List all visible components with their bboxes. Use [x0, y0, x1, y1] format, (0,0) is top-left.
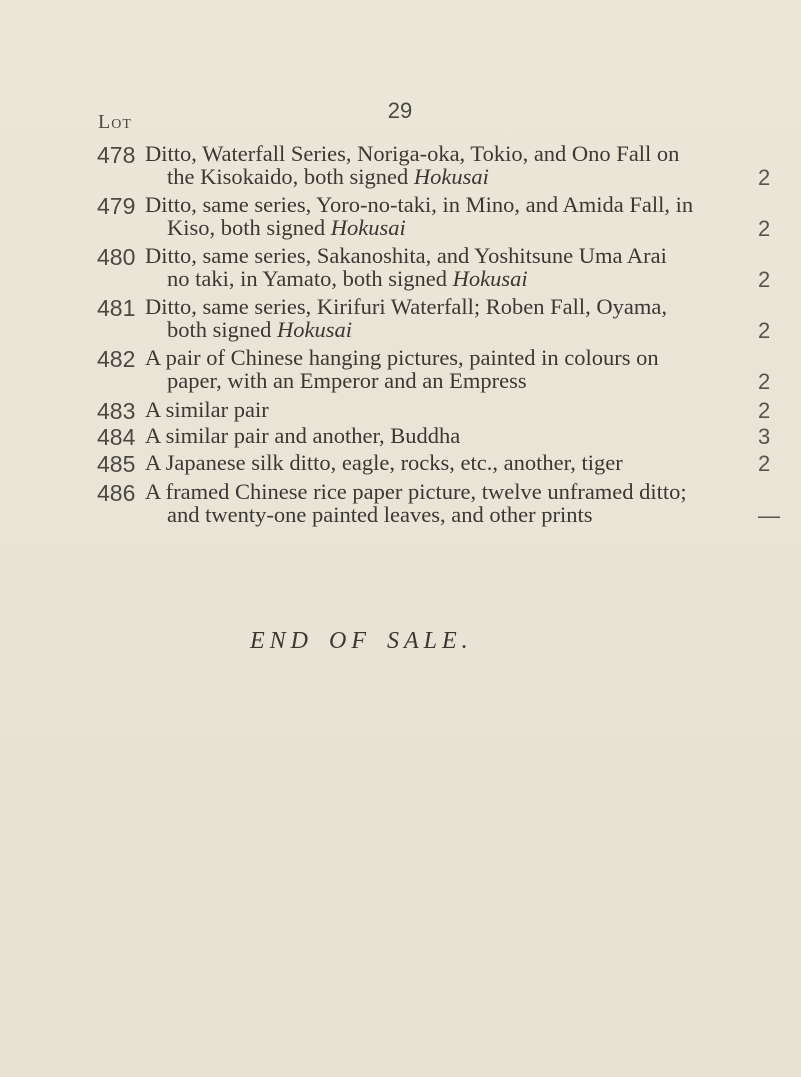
lot-description: [145, 192, 694, 240]
lot-description-line: Ditto, same series, Kirifuri Waterfall; Roben Fall, Oyama,: [145, 294, 668, 319]
end-word: SALE.: [387, 628, 473, 654]
lot-price: 2: [758, 267, 771, 292]
lot-number: 478: [97, 142, 136, 168]
artist-signature: Hokusai: [413, 164, 489, 189]
lot-description: [145, 345, 659, 393]
end-word: OF: [329, 628, 371, 654]
lot-description-text: no taki, in Yamato, both signed: [167, 266, 453, 291]
lot-price: 2: [758, 318, 771, 343]
lot-description-line: [145, 216, 615, 239]
artist-signature: Hokusai: [452, 266, 528, 291]
lot-price: —: [758, 503, 780, 528]
lot-price: 2: [758, 451, 771, 476]
lot-description-text: Kiso, both signed: [167, 215, 331, 240]
artist-signature: Hokusai: [277, 317, 352, 342]
lot-description: [145, 243, 667, 291]
lot-description-line: A similar pair and another, Buddha: [145, 423, 461, 448]
end-of-sale-notice: [250, 628, 489, 655]
lot-description-line: [145, 165, 615, 188]
lot-description: [145, 450, 623, 475]
lot-number: 486: [97, 480, 136, 506]
lot-description-line: Ditto, same series, Yoro-no-taki, in Mino, and Amida Fall, in: [145, 192, 694, 217]
artist-signature: Hokusai: [330, 215, 406, 240]
lot-description-line: paper, with an Emperor and an Empress: [167, 368, 527, 393]
lot-description: [145, 294, 668, 342]
lot-price: 2: [758, 398, 771, 423]
lot-number: 480: [97, 244, 136, 270]
lot-description-line: and twenty-one painted leaves, and other prints: [167, 502, 593, 527]
lot-number: 482: [97, 346, 136, 372]
lot-description: [145, 398, 615, 421]
lot-description-line: A framed Chinese rice paper picture, twelve unframed ditto;: [145, 479, 687, 504]
lot-description-line: A similar pair: [145, 397, 269, 422]
lot-description-line: [145, 318, 615, 341]
end-word: END: [250, 628, 313, 654]
lot-description-line: A pair of Chinese hanging pictures, painted in colours on: [145, 345, 659, 370]
lot-description-text: both signed: [167, 317, 277, 342]
page-number: 29: [387, 98, 413, 123]
lot-price: 2: [758, 216, 771, 241]
lot-description-line: Ditto, same series, Sakanoshita, and Yoshitsune Uma Arai: [145, 243, 667, 268]
lot-description-line: Ditto, Waterfall Series, Noriga-oka, Tokio, and Ono Fall on: [145, 141, 680, 166]
lot-price: 2: [758, 165, 771, 190]
lot-price: 2: [758, 369, 771, 394]
lot-column-header: Lot: [98, 111, 132, 133]
lot-description-line: [145, 267, 615, 290]
lot-description: [145, 141, 680, 189]
lot-description: [145, 424, 615, 447]
lot-number: 481: [97, 295, 136, 321]
lot-price: 3: [758, 424, 771, 449]
lot-description: [145, 479, 687, 527]
lot-number: 483: [97, 398, 136, 424]
lot-description-line: A Japanese silk ditto, eagle, rocks, etc., another, tiger: [145, 450, 623, 475]
lot-number: 484: [97, 424, 136, 450]
lot-number: 479: [97, 193, 136, 219]
lot-description-text: the Kisokaido, both signed: [167, 164, 414, 189]
lot-number: 485: [97, 451, 136, 477]
